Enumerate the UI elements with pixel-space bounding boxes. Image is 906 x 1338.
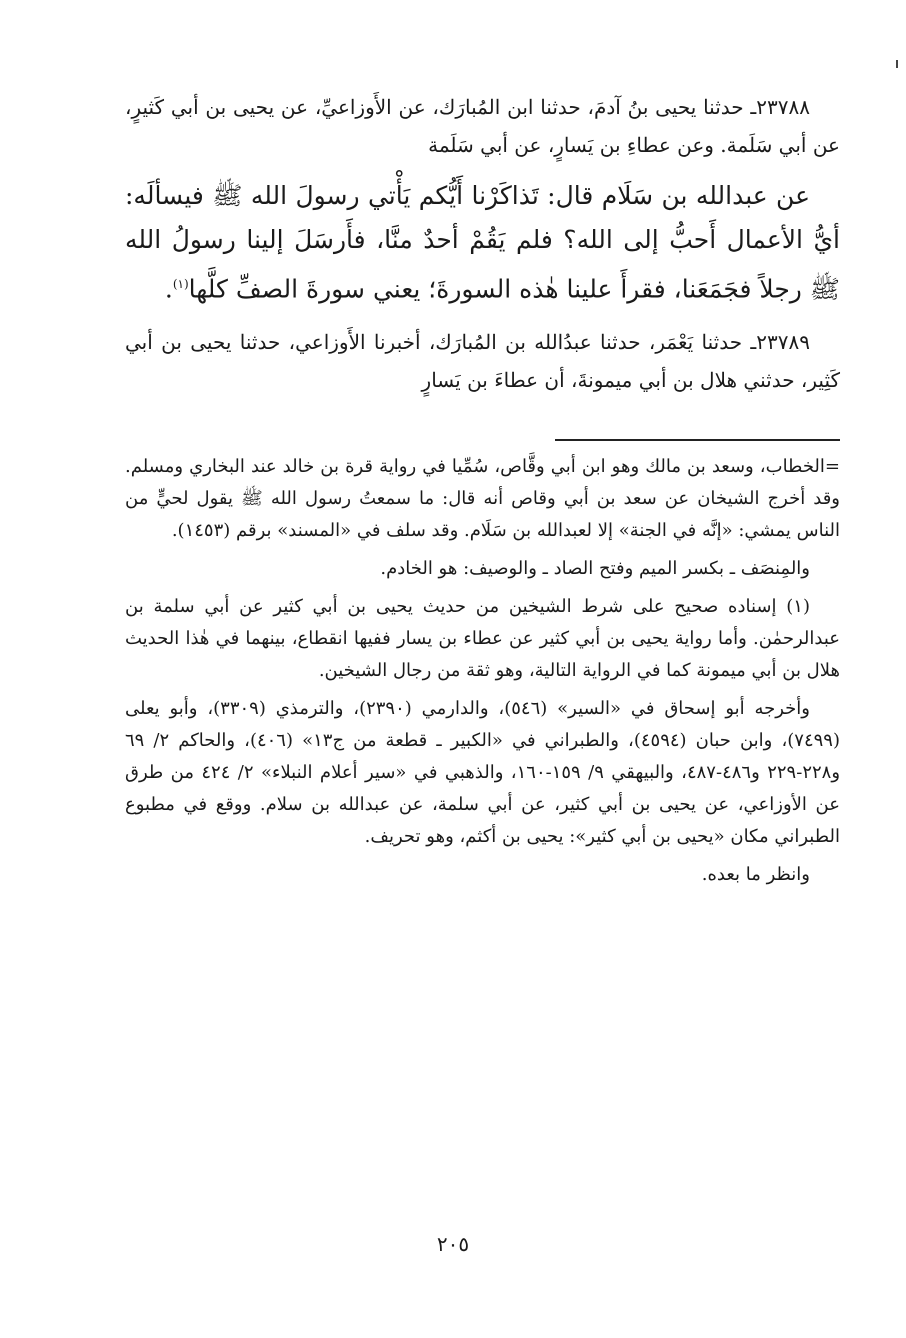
footnote-ref-1: (١) <box>172 277 189 291</box>
footnote-see-after: وانظر ما بعده. <box>701 864 810 886</box>
hadith-23788-matn-text: عن عبدالله بن سَلَام قال: تَذاكَرْنا أَيُّكم يَأْتي رسولَ الله ﷺ فيسألَه: أيُّ الأعمال أَحبُّ إلى الله؟ فلم يَقُمْ أحدٌ منَّا، فأَرسَلَ إلينا رسولُ الله ﷺ رجلاً فجَمَعَنا، فقرأَ علينا هٰذه السورةَ؛ يعني سورةَ الصفِّ كلَّها <box>125 181 840 304</box>
footnote-1: (١) إسناده صحيح على شرط الشيخين من حديث يحيى بن أبي كثير عن أبي سلمة بن عبدالرحمٰن. وأما رواية يحيى بن أبي كثير عن عطاء بن يسار ففيها انقطاع، بينهما في هٰذا الحديث هلال بن أبي ميمونة كما في الرواية التالية، وهو ثقة من رجال الشيخين. <box>125 596 840 682</box>
hadith-23789-isnad: ٢٣٧٨٩ـ حدثنا يَعْمَر، حدثنا عبدُالله بن المُبارَك، أخبرنا الأَوزاعي، حدثنا يحيى بن أبي كَثِير، حدثني هلال بن أبي ميمونةَ، أن عطاءَ بن يَسارٍ <box>125 330 840 393</box>
page-body <box>125 88 840 897</box>
page-number: ٢٠٥ <box>436 1232 470 1256</box>
footnote-separator <box>555 439 840 441</box>
hadith-23788-matn: عن عبدالله بن سَلَام قال: تَذاكَرْنا أَيُّكم يَأْتي رسولَ الله ﷺ فيسألَه: أيُّ الأعمال أَحبُّ إلى الله؟ فلم يَقُمْ أحدٌ منَّا، فأَرسَلَ إلينا رسولُ الله ﷺ رجلاً فجَمَعَنا، فقرأَ علينا هٰذه السورةَ؛ يعني سورةَ الصفِّ كلَّها$^{(١)}$. <box>125 181 840 304</box>
hadith-23788-isnad: ٢٣٧٨٨ـ حدثنا يحيى بنُ آدمَ، حدثنا ابن المُبارَك، عن الأَوزاعيِّ، عن يحيى بن أبي كَثيرٍ، عن أبي سَلَمة. وعن عطاءِ بن يَسارٍ، عن أبي سَلَمة <box>125 95 840 157</box>
margin-mark <box>896 60 898 68</box>
footnote-continued: =الخطاب، وسعد بن مالك وهو ابن أبي وقَّاص، سُمِّيا في رواية قرة بن خالد عند البخاري ومسلم. وقد أخرج الشيخان عن سعد بن أبي وقاص أنه قال: ما سمعتُ رسول الله ﷺ يقول لحيٍّ من الناس يمشي: «إنَّه في الجنة» إلا لعبدالله بن سَلَام. وقد سلف في «المسند» برقم (١٤٥٣). <box>125 456 840 542</box>
footnote-munsaf: والمِنصَف ـ بكسر الميم وفتح الصاد ـ والوصيف: هو الخادم. <box>380 558 810 580</box>
footnote-takhrij: وأخرجه أبو إسحاق في «السير» (٥٤٦)، والدارمي (٢٣٩٠)، والترمذي (٣٣٠٩)، وأبو يعلى (٧٤٩٩)، وابن حبان (٤٥٩٤)، والطبراني في «الكبير ـ قطعة من ج١٣» (٤٠٦)، والحاكم ٢/ ٦٩ و٢٢٨-٢٢٩ و٤٨٦-٤٨٧، والبيهقي ٩/ ١٥٩-١٦٠، والذهبي في «سير أعلام النبلاء» ٢/ ٤٢٤ من طرق عن الأوزاعي، عن يحيى بن أبي كثير، عن أبي سلمة، عن عبدالله بن سلام. ووقع في مطبوع الطبراني مكان «يحيى بن أبي كثير»: يحيى بن أكثم، وهو تحريف. <box>125 698 841 848</box>
